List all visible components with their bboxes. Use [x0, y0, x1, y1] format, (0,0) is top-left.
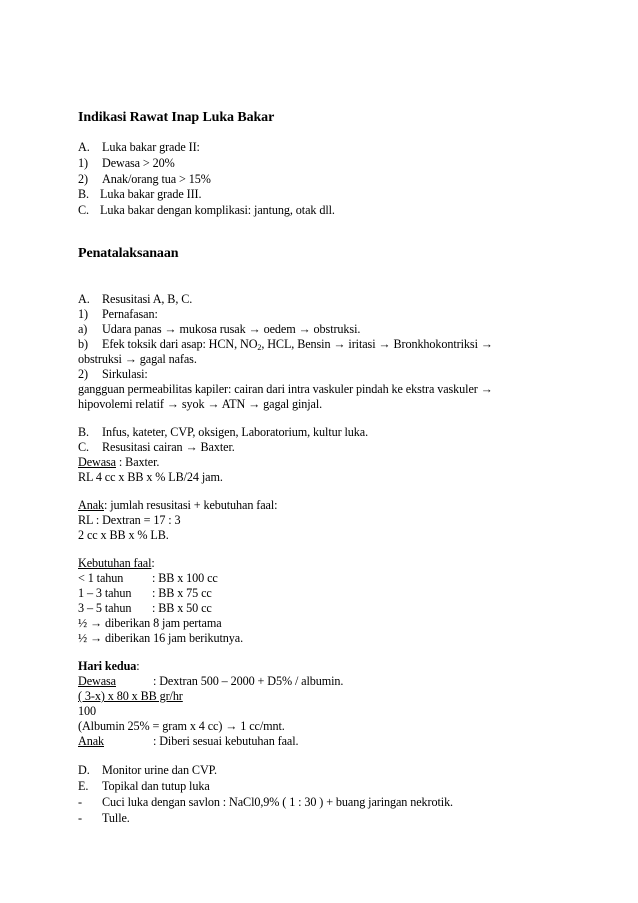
hipovolemi-line: hipovolemi relatif → syok → ATN → gagal ginjal. [78, 397, 323, 411]
item-label: C. [78, 440, 89, 454]
item-text-continued: , HCL, Bensin → iritasi → Bronkhokontriksi → [261, 337, 493, 351]
item-text: Pernafasan: [102, 307, 158, 321]
half-second-line: ½ → diberikan 16 jam berikutnya. [78, 631, 244, 645]
item-label: 1) [78, 156, 88, 170]
resusitasi-line [78, 292, 192, 307]
hk-dewasa-line [78, 674, 343, 689]
item-text: Luka bakar grade III. [100, 187, 202, 201]
anak-text: : jumlah resusitasi + kebutuhan faal: [104, 498, 278, 512]
age-range: 1 – 3 tahun [78, 586, 132, 600]
cuci-luka-line [78, 795, 453, 810]
hk-albumin-line: (Albumin 25% = gram x 4 cc) → 1 cc/mnt. [78, 719, 285, 733]
hari-kedua-heading [78, 659, 140, 674]
dewasa-line [78, 455, 159, 470]
anak-label: Anak [78, 498, 104, 512]
item-label: - [78, 811, 82, 825]
item-label: B. [78, 425, 89, 439]
item-label: 2) [78, 367, 88, 381]
kebutuhan-row [78, 571, 218, 586]
item-text: Dewasa > 20% [102, 156, 175, 170]
heading-indikasi: Indikasi Rawat Inap Luka Bakar [78, 110, 275, 125]
kebutuhan-row [78, 586, 212, 601]
indikasi-item-1 [78, 156, 175, 171]
hk-dewasa-text: : Dextran 500 – 2000 + D5% / albumin. [153, 674, 344, 688]
dose: : BB x 75 cc [152, 586, 212, 600]
hari-kedua-colon: : [136, 659, 140, 673]
hari-kedua-label: Hari kedua [78, 659, 137, 673]
topikal-line [78, 779, 210, 794]
resusitasi-cairan-line [78, 440, 235, 455]
dewasa-text: : Baxter. [115, 455, 160, 469]
hk-formula-numerator: ( 3-x) x 80 x BB gr/hr [78, 689, 183, 703]
indikasi-item-a [78, 140, 200, 155]
item-text: Monitor urine dan CVP. [102, 763, 217, 777]
age-range: 3 – 5 tahun [78, 601, 132, 615]
hk-formula-line [78, 689, 183, 704]
item-text: Luka bakar dengan komplikasi: jantung, otak dll. [100, 203, 335, 217]
age-range: < 1 tahun [78, 571, 124, 585]
item-text: Efek toksik dari asap: HCN, NO [102, 337, 258, 351]
subscript-2: 2 [257, 343, 262, 352]
item-label: C. [78, 203, 89, 217]
kebutuhan-label: Kebutuhan faal [78, 556, 152, 570]
anak-line [78, 498, 277, 513]
dose: : BB x 100 cc [152, 571, 218, 585]
dose: : BB x 50 cc [152, 601, 212, 615]
item-text: Luka bakar grade II: [102, 140, 200, 154]
item-text: Udara panas → mukosa rusak → oedem → obstruksi. [102, 322, 361, 336]
item-label: a) [78, 322, 88, 336]
hk-anak-label: Anak [78, 734, 104, 748]
pernafasan-line [78, 307, 158, 322]
item-text: Cuci luka dengan savlon : NaCl0,9% ( 1 : 30 ) + buang jaringan nekrotik. [102, 795, 454, 809]
dewasa-formula: RL 4 cc x BB x % LB/24 jam. [78, 470, 223, 484]
half-first-line: ½ → diberikan 8 jam pertama [78, 616, 222, 630]
hk-anak-text: : Diberi sesuai kebutuhan faal. [153, 734, 299, 748]
kebutuhan-colon: : [151, 556, 155, 570]
indikasi-item-2 [78, 172, 211, 187]
item-label: D. [78, 763, 90, 777]
gangguan-line: gangguan permeabilitas kapiler: cairan dari intra vaskuler pindah ke ekstra vaskuler → [78, 382, 493, 396]
dewasa-label: Dewasa [78, 455, 116, 469]
item-label: 2) [78, 172, 88, 186]
item-text: Anak/orang tua > 15% [102, 172, 211, 186]
item-text: Infus, kateter, CVP, oksigen, Laboratorium, kultur luka. [102, 425, 369, 439]
item-text: Resusitasi A, B, C. [102, 292, 193, 306]
anak-formula-line: 2 cc x BB x % LB. [78, 528, 169, 542]
indikasi-item-b [78, 187, 201, 202]
sirkulasi-line [78, 367, 148, 382]
infus-line [78, 425, 368, 440]
tulle-line [78, 811, 130, 826]
hk-anak-line [78, 734, 298, 749]
hk-dewasa-label: Dewasa [78, 674, 116, 688]
item-label: 1) [78, 307, 88, 321]
item-text: Topikal dan tutup luka [102, 779, 210, 793]
udara-panas-line [78, 322, 360, 337]
monitor-line [78, 763, 217, 778]
kebutuhan-row [78, 601, 212, 616]
heading-penatalaksanaan: Penatalaksanaan [78, 246, 179, 261]
item-text: Sirkulasi: [102, 367, 148, 381]
obstruksi-line: obstruksi → gagal nafas. [78, 352, 197, 366]
hk-denominator-line: 100 [78, 704, 96, 718]
anak-ratio-line: RL : Dextran = 17 : 3 [78, 513, 181, 527]
item-label: E. [78, 779, 89, 793]
item-text: Tulle. [102, 811, 130, 825]
kebutuhan-heading [78, 556, 155, 571]
item-text: Resusitasi cairan → Baxter. [102, 440, 235, 454]
item-label: - [78, 795, 82, 809]
indikasi-item-c [78, 203, 335, 218]
item-label: B. [78, 187, 89, 201]
item-label: A. [78, 140, 90, 154]
item-label: b) [78, 337, 88, 351]
item-label: A. [78, 292, 90, 306]
